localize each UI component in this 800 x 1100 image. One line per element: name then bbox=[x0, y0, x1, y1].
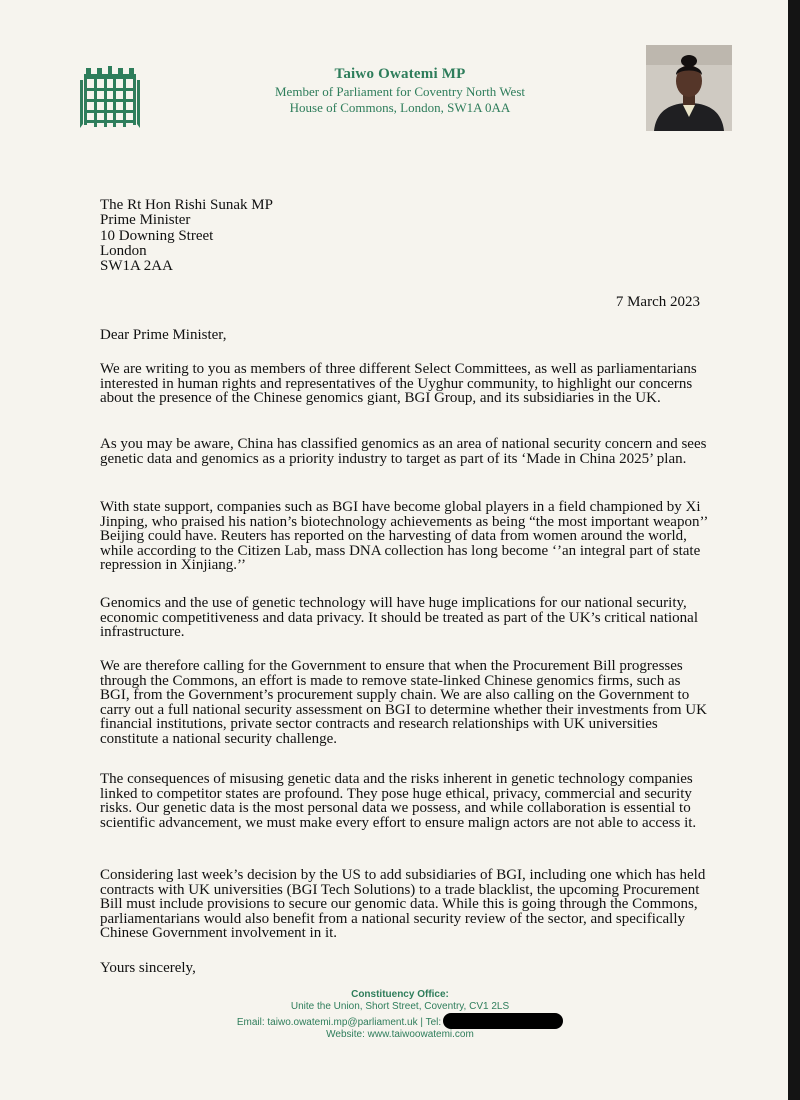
letter-date: 7 March 2023 bbox=[615, 294, 700, 310]
body-paragraph-2: As you may be aware, China has classified genomics as an area of national security concern and sees genetic data and genomics as a priority industry to target as part of its ‘Made in China 2025’ plan. bbox=[100, 436, 707, 467]
body-paragraph-5: We are therefore calling for the Government to ensure that when the Procurement Bill progresses through the Commons, an effort is made to remove state-linked Chinese genomics firms, such as BGI, from the Government’s procurement supply chain. We are also calling on the Government to carry out a full national security assessment on BGI to determine whether their investments from UK financial institutions, private sector contracts and research relationships with UK universities constitute a national security challenge. bbox=[100, 658, 707, 747]
body-paragraph-6: The consequences of misusing genetic data and the risks inherent in genetic technology companies linked to competitor states are profound. They pose huge ethical, privacy, commercial and security risks. Our genetic data is the most personal data we possess, and while collaboration is essential to scientific advancement, we must make every effort to ensure malign actors are not able to access it. bbox=[100, 771, 697, 831]
recipient-address bbox=[100, 198, 273, 274]
office-website: Website: www.taiwoowatemi.com bbox=[326, 1029, 474, 1040]
body-paragraph-1: We are writing to you as members of three different Select Committees, as well as parliamentarians interested in human rights and representatives of the Uyghur community, to highlight our concerns about the presence of the Chinese genomics giant, BGI Group, and its subsidiaries in the UK. bbox=[100, 361, 697, 407]
body-paragraph-4: Genomics and the use of genetic technology will have huge implications for our national security, economic competitiveness and data privacy. It should be treated as part of the UK’s critical national infrastructure. bbox=[100, 595, 698, 641]
mp-address: House of Commons, London, SW1A 0AA bbox=[289, 100, 511, 115]
salutation: Dear Prime Minister, bbox=[100, 327, 227, 343]
office-email: Email: taiwo.owatemi.mp@parliament.uk | Tel: bbox=[236, 1017, 442, 1028]
recipient-street: 10 Downing Street bbox=[100, 227, 214, 244]
office-contact-line bbox=[200, 1013, 600, 1029]
constituency-office-footer bbox=[200, 989, 600, 1041]
office-title: Constituency Office: bbox=[351, 989, 449, 1000]
valediction: Yours sincerely, bbox=[100, 960, 196, 976]
mp-role: Member of Parliament for Coventry North West bbox=[275, 84, 525, 99]
body-paragraph-7: Considering last week’s decision by the US to add subsidiaries of BGI, including one which has held contracts with UK universities (BGI Tech Solutions) to a trade blacklist, the upcoming Procurement Bill must include provisions to secure our genomic data. While this is going through the Commons, parliamentarians would also benefit from a national security review of the sector, and specifically Chinese Government involvement in it. bbox=[100, 867, 706, 942]
portcullis-icon bbox=[80, 66, 140, 132]
body-paragraph-3: With state support, companies such as BGI have become global players in a field championed by Xi Jinping, who praised his nation’s biotechnology achievements as being “the most important weapon’’ Beijing could have. Reuters has reported on the harvesting of data from women around the world, while according to the Citizen Lab, mass DNA collection has long become ‘’an integral part of state repression in Xinjiang.’’ bbox=[100, 499, 708, 574]
office-address: Unite the Union, Short Street, Coventry, CV1 2LS bbox=[290, 1001, 510, 1012]
recipient-name: The Rt Hon Rishi Sunak MP bbox=[100, 197, 273, 213]
recipient-title: Prime Minister bbox=[100, 212, 191, 229]
recipient-postcode: SW1A 2AA bbox=[100, 258, 173, 275]
recipient-city: London bbox=[100, 242, 147, 259]
letterhead bbox=[200, 64, 600, 116]
mp-name: Taiwo Owatemi MP bbox=[334, 66, 466, 82]
redacted-phone-number bbox=[443, 1013, 563, 1029]
mp-portrait-photo bbox=[646, 45, 732, 131]
